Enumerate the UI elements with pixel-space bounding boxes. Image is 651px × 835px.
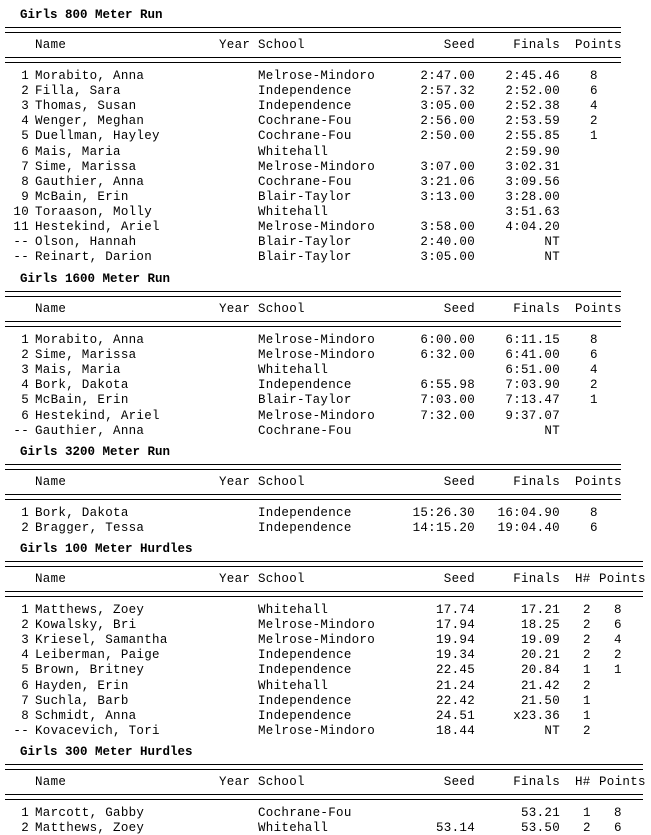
header-rule-top	[5, 764, 643, 770]
place: 1	[21, 333, 29, 347]
finals-time: 16:04.90	[497, 506, 560, 520]
place: 2	[21, 521, 29, 536]
seed-time: 2:47.00	[420, 69, 475, 83]
place: 5	[21, 663, 29, 678]
school: Independence	[258, 521, 352, 536]
place: 7	[21, 693, 29, 708]
col-header-points: Points	[575, 475, 622, 489]
finals-time: 20.21	[520, 648, 560, 663]
finals-time: 4:04.20	[505, 220, 560, 234]
col-header-points: Points	[599, 775, 646, 789]
seed-time: 3:21.06	[420, 174, 475, 189]
finals-time: 21.50	[520, 693, 560, 708]
school: Blair-Taylor	[258, 235, 352, 250]
school: Whitehall	[258, 204, 329, 219]
points: 1	[590, 393, 598, 408]
athlete-name: Duellman, Hayley	[35, 129, 160, 144]
heat-number: 2	[583, 603, 591, 617]
seed-time: 2:40.00	[420, 235, 475, 250]
athlete-name: Reinart, Darion	[35, 250, 153, 265]
finals-time: 9:37.07	[505, 408, 560, 423]
school: Cochrane-Fou	[258, 129, 352, 144]
header-rule-top	[5, 291, 621, 297]
heat-number: 2	[583, 633, 591, 648]
place: --	[13, 723, 29, 738]
seed-time: 21.24	[435, 678, 475, 693]
header-rule-bottom	[5, 591, 643, 597]
points: 8	[590, 69, 598, 83]
school: Melrose-Mindoro	[258, 159, 376, 174]
col-header-finals: Finals	[513, 775, 560, 789]
school: Blair-Taylor	[258, 250, 352, 265]
school: Whitehall	[258, 821, 329, 835]
seed-time: 6:00.00	[420, 333, 475, 347]
place: 3	[21, 363, 29, 378]
col-header-finals: Finals	[513, 302, 560, 316]
athlete-name: Marcott, Gabby	[35, 806, 145, 820]
finals-time: 6:11.15	[505, 333, 560, 347]
points: 6	[590, 84, 598, 99]
place: 2	[21, 348, 29, 363]
col-header-heat: H#	[575, 775, 591, 789]
athlete-name: Hestekind, Ariel	[35, 408, 160, 423]
event-title: Girls 800 Meter Run	[20, 8, 163, 22]
points: 2	[614, 648, 622, 663]
athlete-name: Kowalsky, Bri	[35, 618, 137, 633]
finals-time: 19:04.40	[497, 521, 560, 536]
finals-time: 20.84	[520, 663, 560, 678]
school: Independence	[258, 506, 352, 520]
place: 5	[21, 393, 29, 408]
seed-time: 7:03.00	[420, 393, 475, 408]
event-title: Girls 1600 Meter Run	[20, 272, 171, 286]
school: Melrose-Mindoro	[258, 633, 376, 648]
seed-time: 18.44	[435, 723, 475, 738]
finals-time: 2:45.46	[505, 69, 560, 83]
col-header-finals: Finals	[513, 38, 560, 52]
col-header-points: Points	[599, 572, 646, 586]
athlete-name: Olson, Hannah	[35, 235, 137, 250]
col-header-seed: Seed	[443, 775, 475, 789]
event-title: Girls 3200 Meter Run	[20, 445, 171, 459]
col-header-name: Name	[35, 302, 67, 316]
place: 4	[21, 378, 29, 393]
seed-time: 53.14	[435, 821, 475, 835]
athlete-name: Wenger, Meghan	[35, 114, 145, 129]
athlete-name: Bork, Dakota	[35, 378, 129, 393]
athlete-name: Bork, Dakota	[35, 506, 129, 520]
athlete-name: Filla, Sara	[35, 84, 121, 99]
athlete-name: Kriesel, Samantha	[35, 633, 168, 648]
seed-time: 19.94	[435, 633, 475, 648]
col-header-finals: Finals	[513, 572, 560, 586]
athlete-name: Matthews, Zoey	[35, 603, 145, 617]
seed-time: 24.51	[435, 708, 475, 723]
athlete-name: Hestekind, Ariel	[35, 220, 160, 234]
school: Whitehall	[258, 144, 329, 159]
place: --	[13, 423, 29, 438]
seed-time: 2:50.00	[420, 129, 475, 144]
seed-time: 14:15.20	[412, 521, 475, 536]
col-header-seed: Seed	[443, 475, 475, 489]
points: 6	[614, 618, 622, 633]
seed-time: 17.74	[435, 603, 475, 617]
heat-number: 1	[583, 806, 591, 820]
athlete-name: Sime, Marissa	[35, 159, 137, 174]
athlete-name: Leiberman, Paige	[35, 648, 160, 663]
seed-time: 3:07.00	[420, 159, 475, 174]
school: Cochrane-Fou	[258, 114, 352, 129]
athlete-name: McBain, Erin	[35, 393, 129, 408]
heat-number: 2	[583, 648, 591, 663]
finals-time: 6:41.00	[505, 348, 560, 363]
heat-number: 2	[583, 723, 591, 738]
finals-time: 18.25	[520, 618, 560, 633]
finals-time: 2:59.90	[505, 144, 560, 159]
place: 7	[21, 159, 29, 174]
place: 4	[21, 114, 29, 129]
place: --	[13, 250, 29, 265]
points: 6	[590, 348, 598, 363]
athlete-name: Gauthier, Anna	[35, 174, 145, 189]
school: Melrose-Mindoro	[258, 408, 376, 423]
seed-time: 6:32.00	[420, 348, 475, 363]
seed-time: 2:56.00	[420, 114, 475, 129]
finals-time: NT	[544, 723, 560, 738]
finals-time: 3:09.56	[505, 174, 560, 189]
col-header-name: Name	[35, 572, 67, 586]
school: Cochrane-Fou	[258, 174, 352, 189]
event-title: Girls 300 Meter Hurdles	[20, 745, 193, 759]
points: 8	[590, 333, 598, 347]
header-rule-top	[5, 27, 621, 33]
school: Whitehall	[258, 363, 329, 378]
finals-time: 3:51.63	[505, 204, 560, 219]
points: 4	[614, 633, 622, 648]
place: 1	[21, 603, 29, 617]
athlete-name: Matthews, Zoey	[35, 821, 145, 835]
col-header-points: Points	[575, 302, 622, 316]
place: 2	[21, 84, 29, 99]
school: Melrose-Mindoro	[258, 348, 376, 363]
school: Cochrane-Fou	[258, 806, 352, 820]
place: 6	[21, 144, 29, 159]
finals-time: 17.21	[520, 603, 560, 617]
school: Melrose-Mindoro	[258, 220, 376, 234]
school: Melrose-Mindoro	[258, 333, 376, 347]
place: 1	[21, 806, 29, 820]
finals-time: 2:53.59	[505, 114, 560, 129]
finals-time: x23.36	[513, 708, 560, 723]
school: Melrose-Mindoro	[258, 723, 376, 738]
athlete-name: Bragger, Tessa	[35, 521, 145, 536]
col-header-year-school: Year School	[219, 302, 305, 316]
header-rule-bottom	[5, 321, 621, 327]
athlete-name: Gauthier, Anna	[35, 423, 145, 438]
school: Melrose-Mindoro	[258, 618, 376, 633]
points: 2	[590, 378, 598, 393]
finals-time: 19.09	[520, 633, 560, 648]
seed-time: 3:13.00	[420, 189, 475, 204]
seed-time: 22.45	[435, 663, 475, 678]
points: 4	[590, 363, 598, 378]
finals-time: 53.50	[520, 821, 560, 835]
school: Blair-Taylor	[258, 189, 352, 204]
points: 6	[614, 821, 622, 835]
points: 1	[614, 663, 622, 678]
heat-number: 1	[583, 708, 591, 723]
place: 9	[21, 189, 29, 204]
athlete-name: Brown, Britney	[35, 663, 145, 678]
school: Whitehall	[258, 678, 329, 693]
col-header-seed: Seed	[443, 572, 475, 586]
points: 6	[590, 521, 598, 536]
heat-number: 2	[583, 821, 591, 835]
place: 6	[21, 408, 29, 423]
col-header-year-school: Year School	[219, 775, 305, 789]
place: 10	[13, 204, 29, 219]
school: Independence	[258, 378, 352, 393]
place: --	[13, 235, 29, 250]
col-header-year-school: Year School	[219, 38, 305, 52]
place: 3	[21, 99, 29, 114]
school: Independence	[258, 99, 352, 114]
school: Whitehall	[258, 603, 329, 617]
col-header-finals: Finals	[513, 475, 560, 489]
place: 8	[21, 708, 29, 723]
finals-time: 2:52.00	[505, 84, 560, 99]
school: Blair-Taylor	[258, 393, 352, 408]
seed-time: 22.42	[435, 693, 475, 708]
athlete-name: Hayden, Erin	[35, 678, 129, 693]
athlete-name: Morabito, Anna	[35, 333, 145, 347]
points: 1	[590, 129, 598, 144]
athlete-name: Mais, Maria	[35, 144, 121, 159]
heat-number: 2	[583, 618, 591, 633]
athlete-name: Morabito, Anna	[35, 69, 145, 83]
header-rule-bottom	[5, 57, 621, 63]
place: 1	[21, 69, 29, 83]
school: Independence	[258, 693, 352, 708]
athlete-name: Schmidt, Anna	[35, 708, 137, 723]
finals-time: 7:13.47	[505, 393, 560, 408]
place: 11	[13, 220, 29, 234]
place: 4	[21, 648, 29, 663]
col-header-heat: H#	[575, 572, 591, 586]
points: 8	[614, 603, 622, 617]
finals-time: NT	[544, 250, 560, 265]
header-rule-bottom	[5, 494, 621, 500]
header-rule-bottom	[5, 794, 643, 800]
finals-time: 3:02.31	[505, 159, 560, 174]
seed-time: 6:55.98	[420, 378, 475, 393]
col-header-name: Name	[35, 475, 67, 489]
points: 4	[590, 99, 598, 114]
place: 2	[21, 618, 29, 633]
finals-time: 6:51.00	[505, 363, 560, 378]
points: 8	[590, 506, 598, 520]
col-header-points: Points	[575, 38, 622, 52]
seed-time: 19.34	[435, 648, 475, 663]
seed-time: 15:26.30	[412, 506, 475, 520]
col-header-seed: Seed	[443, 302, 475, 316]
finals-time: 21.42	[520, 678, 560, 693]
seed-time: 3:58.00	[420, 220, 475, 234]
finals-time: NT	[544, 423, 560, 438]
school: Independence	[258, 663, 352, 678]
header-rule-top	[5, 464, 621, 470]
school: Independence	[258, 708, 352, 723]
athlete-name: Sime, Marissa	[35, 348, 137, 363]
seed-time: 17.94	[435, 618, 475, 633]
col-header-name: Name	[35, 38, 67, 52]
heat-number: 1	[583, 693, 591, 708]
col-header-year-school: Year School	[219, 572, 305, 586]
place: 5	[21, 129, 29, 144]
place: 1	[21, 506, 29, 520]
points: 2	[590, 114, 598, 129]
athlete-name: Suchla, Barb	[35, 693, 129, 708]
finals-time: 2:52.38	[505, 99, 560, 114]
place: 3	[21, 633, 29, 648]
place: 6	[21, 678, 29, 693]
heat-number: 1	[583, 663, 591, 678]
seed-time: 7:32.00	[420, 408, 475, 423]
finals-time: 2:55.85	[505, 129, 560, 144]
finals-time: NT	[544, 235, 560, 250]
finals-time: 7:03.90	[505, 378, 560, 393]
athlete-name: Mais, Maria	[35, 363, 121, 378]
school: Independence	[258, 648, 352, 663]
col-header-seed: Seed	[443, 38, 475, 52]
athlete-name: Toraason, Molly	[35, 204, 153, 219]
seed-time: 2:57.32	[420, 84, 475, 99]
seed-time: 3:05.00	[420, 99, 475, 114]
athlete-name: Kovacevich, Tori	[35, 723, 160, 738]
athlete-name: Thomas, Susan	[35, 99, 137, 114]
heat-number: 2	[583, 678, 591, 693]
school: Melrose-Mindoro	[258, 69, 376, 83]
header-rule-top	[5, 561, 643, 567]
place: 8	[21, 174, 29, 189]
col-header-year-school: Year School	[219, 475, 305, 489]
athlete-name: McBain, Erin	[35, 189, 129, 204]
event-title: Girls 100 Meter Hurdles	[20, 542, 193, 556]
col-header-name: Name	[35, 775, 67, 789]
seed-time: 3:05.00	[420, 250, 475, 265]
school: Cochrane-Fou	[258, 423, 352, 438]
finals-time: 53.21	[520, 806, 560, 820]
finals-time: 3:28.00	[505, 189, 560, 204]
school: Independence	[258, 84, 352, 99]
place: 2	[21, 821, 29, 835]
points: 8	[614, 806, 622, 820]
